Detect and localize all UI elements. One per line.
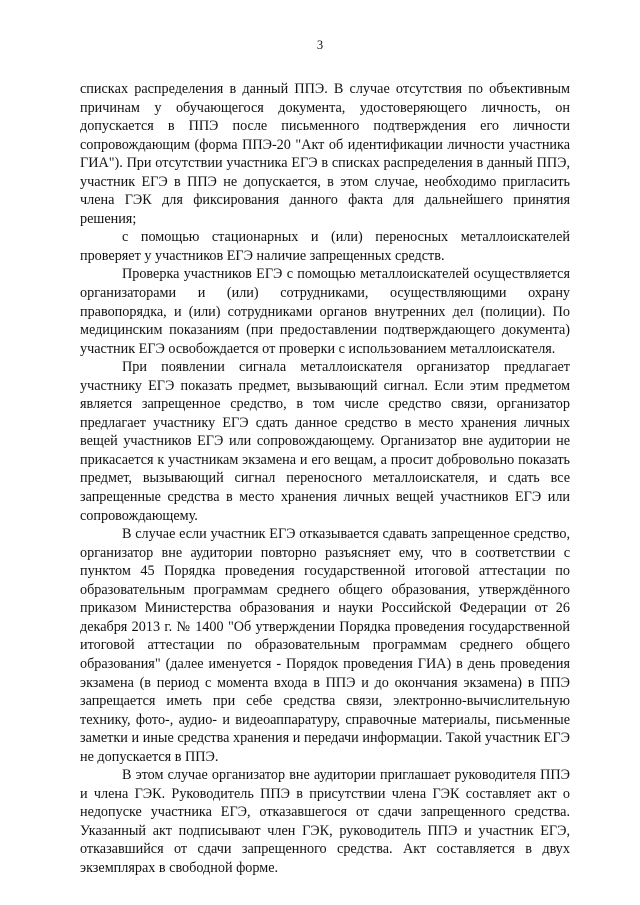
paragraph-detector-signal: При появлении сигнала металлоискателя организатор предлагает участнику ЕГЭ показать предмет, вызывающий сигнал. Если этим предметом является запрещенное средство, в том числе средство связи, организатор предлагает участнику ЕГЭ сдать данное средство в место хранения личных вещей участников ЕГЭ или сопровождающему. Организатор вне аудитории не прикасается к участникам экзамена и его вещам, а просит добровольно показать предмет, вызывающий сигнал переносного металлоискателя, и сдать все запрещенные средства в место хранения личных вещей участников ЕГЭ или сопровождающему. bbox=[80, 359, 570, 524]
paragraph-check-performers: Проверка участников ЕГЭ с помощью металлоискателей осуществляется организаторами и (или) сотрудниками, осуществляющими охрану правопорядка, и (или) сотрудниками органов внутренних дел (полиции). По медицинским показаниям (при предоставлении подтверждающего документа) участник ЕГЭ освобождается от проверки с использованием металлоискателя. bbox=[80, 266, 570, 357]
paragraph-act: В этом случае организатор вне аудитории приглашает руководителя ППЭ и члена ГЭК. Руководитель ППЭ в присутствии члена ГЭК составляет акт о недопуске участника ЕГЭ, отказавшегося от сдачи запрещенного средства. Указанный акт подписывают член ГЭК, руководитель ППЭ и участник ЕГЭ, отказавшийся от сдачи запрещенного средства. Акт составляется в двух экземплярах в свободной форме. bbox=[80, 767, 570, 876]
document-body bbox=[80, 80, 570, 878]
paragraph-metal-detector-check: с помощью стационарных и (или) переносных металлоискателей проверяет у участников ЕГЭ наличие запрещенных средств. bbox=[80, 229, 570, 264]
paragraph-refusal: В случае если участник ЕГЭ отказывается сдавать запрещенное средство, организатор вне аудитории повторно разъясняет ему, что в соответствии с пунктом 45 Порядка проведения государственной итоговой аттестации по образовательным программам среднего общего образования, утверждённого приказом Министерства образования и науки Российской Федерации от 26 декабря 2013 г. № 1400 "Об утверждении Порядка проведения государственной итоговой аттестации по образовательным программам среднего общего образования" (далее именуется - Порядок проведения ГИА) в день проведения экзамена (в период с момента входа в ППЭ и до окончания экзамена) в ППЭ запрещается иметь при себе средства связи, электронно-вычислительную технику, фото-, аудио- и видеоаппаратуру, справочные материалы, письменные заметки и иные средства хранения и передачи информации. Такой участник ЕГЭ не допускается в ППЭ. bbox=[80, 526, 570, 765]
page-number: 3 bbox=[316, 38, 324, 52]
paragraph-continuation: спискaх распределения в данный ППЭ. В случае отсутствия по объективным причинам у обучающегося документа, удостоверяющего личность, он допускается в ППЭ после письменного подтверждения его личности сопровождающим (форма ППЭ-20 "Акт об идентификации личности участника ГИА"). При отсутствии участника ЕГЭ в списках распределения в данный ППЭ, участник ЕГЭ в ППЭ не допускается, в этом случае, необходимо пригласить члена ГЭК для фиксирования данного факта для дальнейшего принятия решения; bbox=[80, 81, 570, 227]
